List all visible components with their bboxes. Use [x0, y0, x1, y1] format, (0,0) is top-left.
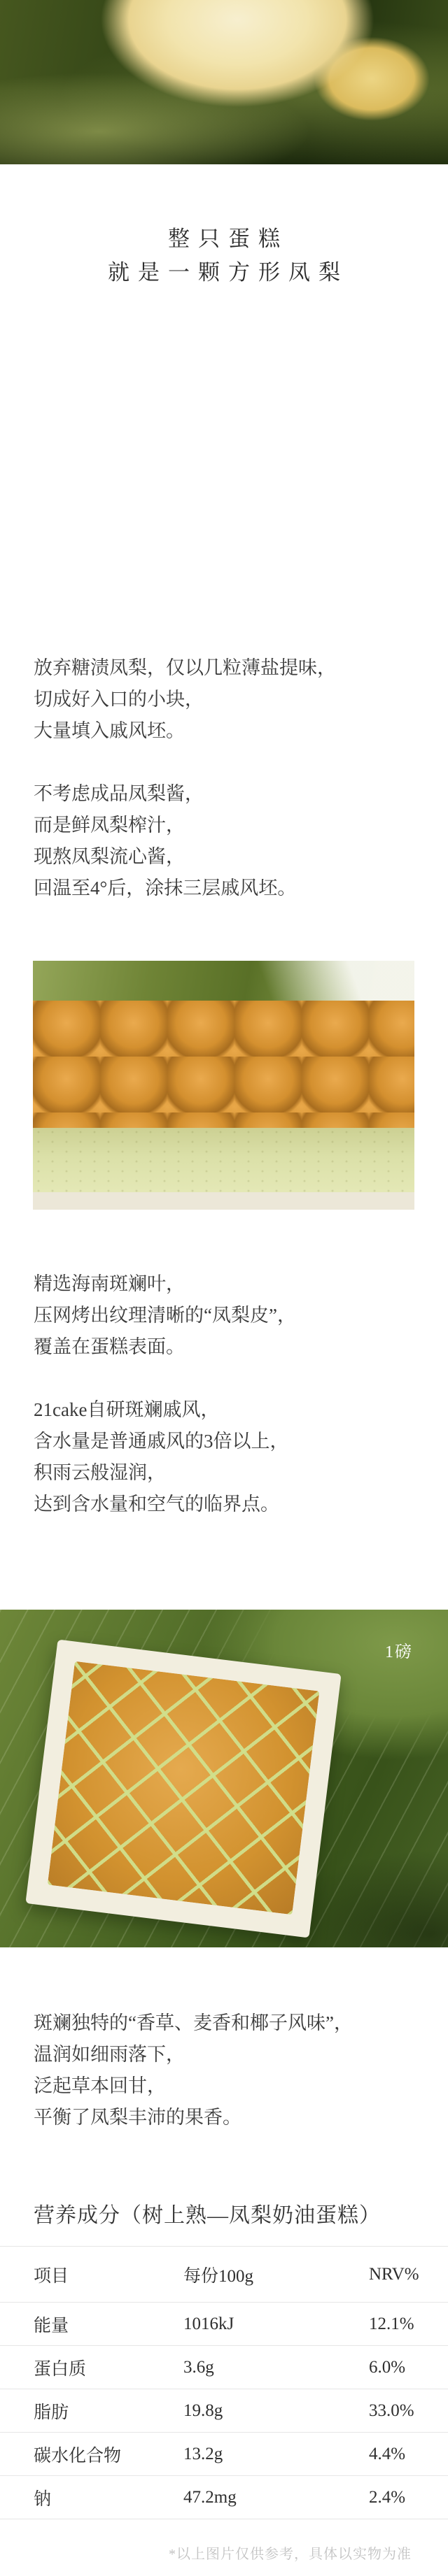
text-line: 含水量是普通戚风的3倍以上， [34, 1431, 289, 1452]
table-row-protein [0, 2346, 448, 2389]
text-line: 切成好入口的小块， [34, 689, 204, 710]
row-nrv: 4.4% [369, 2444, 406, 2463]
table-row-fat [0, 2389, 448, 2433]
headline-line-2: 就是一颗方形凤梨 [108, 260, 349, 285]
text-line: 21cake自研斑斓戚风， [34, 1399, 220, 1420]
text-line: 积雨云般湿润， [34, 1462, 166, 1483]
table-row-energy [0, 2303, 448, 2346]
row-item: 能量 [34, 2316, 69, 2335]
paragraph-pineapple-prep [34, 652, 336, 747]
weight-badge: 1磅 [385, 1643, 413, 1661]
row-nrv: 2.4% [369, 2487, 406, 2507]
row-item: 碳水化合物 [34, 2446, 122, 2466]
paragraph-chiffon-moisture [34, 1394, 289, 1520]
text-line: 大量填入戚风坯。 [34, 720, 185, 741]
photo-golden-bumps [33, 1001, 414, 1140]
paragraph-pandan-skin [34, 1268, 296, 1363]
column-header-item: 项目 [34, 2266, 69, 2286]
row-nrv: 12.1% [369, 2314, 414, 2333]
row-per100g: 47.2mg [183, 2487, 237, 2507]
text-line: 精选海南斑斓叶， [34, 1273, 185, 1294]
row-per100g: 1016kJ [183, 2314, 234, 2333]
table-row-sodium [0, 2476, 448, 2519]
text-line: 泛起草本回甘， [34, 2075, 166, 2096]
table-row-carbohydrate [0, 2433, 448, 2476]
text-line: 不考虑成品凤梨酱， [34, 783, 204, 804]
text-line: 斑斓独特的“香草、麦香和椰子风味”， [34, 2012, 353, 2033]
whole-cake-on-leaf-photo [0, 1610, 448, 1947]
square-cake [25, 1640, 341, 1938]
text-line: 回温至4°后，涂抹三层戚风坯。 [34, 878, 297, 899]
text-line: 平衡了凤梨丰沛的果香。 [34, 2107, 241, 2128]
text-line: 压网烤出纹理清晰的“凤梨皮”， [34, 1305, 296, 1326]
row-nrv: 33.0% [369, 2400, 414, 2420]
paragraph-flavor-balance [34, 2008, 353, 2133]
text-line: 覆盖在蛋糕表面。 [34, 1336, 185, 1357]
headline [0, 222, 448, 289]
photo-sponge-layer [33, 1128, 414, 1193]
row-item: 脂肪 [34, 2403, 69, 2422]
headline-line-1: 整只蛋糕 [168, 227, 288, 251]
disclaimer-footnote: *以上图片仅供参考，具体以实物为准 [169, 2547, 412, 2562]
column-header-nrv: NRV% [369, 2264, 419, 2284]
text-line: 温润如细雨落下， [34, 2044, 185, 2065]
row-per100g: 19.8g [183, 2400, 223, 2420]
row-per100g: 3.6g [183, 2357, 214, 2377]
column-header-per100g: 每份100g [183, 2266, 254, 2286]
nutrition-table [0, 2246, 448, 2519]
pineapple-chunks-photo [33, 344, 414, 593]
row-item: 钠 [34, 2489, 52, 2509]
text-line: 放弃糖渍凤梨，仅以几粒薄盐提味， [34, 657, 336, 678]
text-line: 现熬凤梨流心酱， [34, 846, 185, 867]
cake-diamond-grid-top [48, 1661, 320, 1915]
paragraph-pineapple-sauce [34, 778, 296, 904]
row-item: 蛋白质 [34, 2359, 87, 2379]
nutrition-header-row [0, 2247, 448, 2303]
text-line: 而是鲜凤梨榨汁， [34, 815, 185, 836]
pineapple-skin-bake-photo [33, 961, 414, 1210]
text-line: 达到含水量和空气的临界点。 [34, 1494, 279, 1515]
photo-table-surface [33, 1192, 414, 1210]
row-nrv: 6.0% [369, 2357, 406, 2377]
hero-cake-slice-photo [0, 0, 448, 164]
nutrition-section-title: 营养成分（树上熟—凤梨奶油蛋糕） [34, 2204, 381, 2227]
row-per100g: 13.2g [183, 2444, 223, 2463]
